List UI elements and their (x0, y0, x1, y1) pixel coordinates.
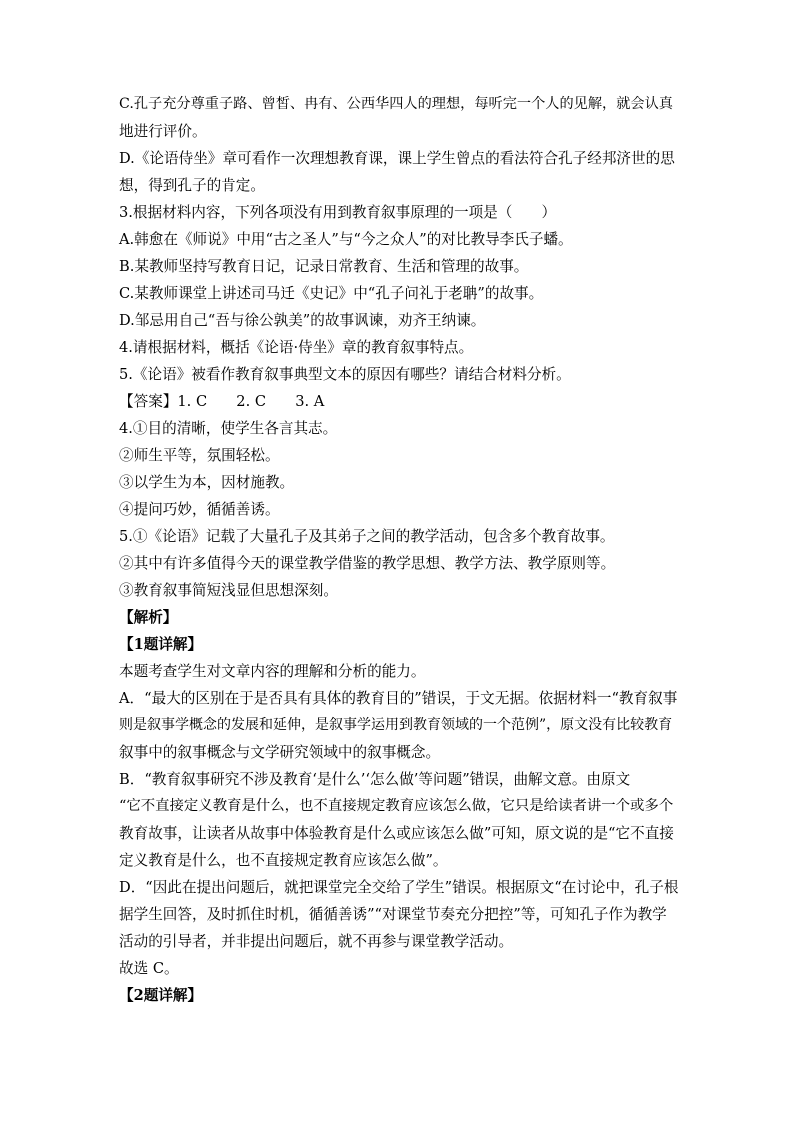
text-line: C.孔子充分尊重子路、曾皙、冉有、公西华四人的理想，每听完一个人的见解，就会认真 (119, 96, 673, 112)
text-line: “它不直接定义教育是什么，也不直接规定教育应该怎么做，它只是给读者讲一个或多个 (119, 798, 674, 814)
text-line: 活动的引导者，并非提出问题后，就不再参与课堂教学活动。 (119, 933, 514, 950)
text-line: 叙事中的叙事概念与文学研究领域中的叙事概念。 (119, 744, 441, 761)
text-line: 教育故事，让读者从故事中体验教育是什么或应该怎么做”可知，原文说的是“它不直接 (119, 825, 674, 842)
text-line: 5.①《论语》记载了大量孔子及其弟子之间的教学活动，包含多个教育故事。 (119, 528, 615, 545)
text-line: B．“教育叙事研究不涉及教育‘是什么’‘怎么做’等问题”错误，曲解文意。由原文 (119, 771, 631, 788)
text-line: 则是叙事学概念的发展和延伸，是叙事学运用到教育领域的一个范例”，原文没有比较教育 (119, 717, 673, 733)
text-line: ④提问巧妙，循循善诱。 (119, 501, 280, 518)
text-line: 3.根据材料内容，下列各项没有用到教育叙事原理的一项是（ ） (119, 204, 557, 221)
text-line: 地进行评价。 (119, 123, 207, 140)
text-line: A．“最大的区别在于是否具有具体的教育目的”错误，于文无据。依据材料一“教育叙事 (119, 690, 678, 707)
text-line: 【2题详解】 (119, 987, 203, 1004)
text-line: D.《论语侍坐》章可看作一次理想教育课，课上学生曾点的看法符合孔子经邦济世的思 (119, 150, 675, 167)
text-line: A.韩愈在《师说》中用“古之圣人”与“今之众人”的对比教导李氏子蟠。 (119, 231, 573, 248)
text-line: 本题考查学生对文章内容的理解和分析的能力。 (119, 663, 426, 680)
text-line: 5.《论语》被看作教育叙事典型文本的原因有哪些？请结合材料分析。 (119, 366, 571, 383)
text-line: 据学生回答，及时抓住时机，循循善诱”“对课堂节奏充分把控”等，可知孔子作为教学 (119, 906, 667, 923)
text-line: ②师生平等，氛围轻松。 (119, 447, 280, 464)
text-line: B.某教师坚持写教育日记，记录日常教育、生活和管理的故事。 (119, 258, 529, 275)
text-line: D．“因此在提出问题后，就把课堂完全交给了学生”错误。根据原文“在讨论中，孔子根 (119, 879, 679, 896)
text-line: ③教育叙事简短浅显但思想深刻。 (119, 582, 338, 599)
text-line: ②其中有许多值得今天的课堂教学借鉴的教学思想、教学方法、教学原则等。 (119, 555, 616, 572)
text-line: 定义教育是什么，也不直接规定教育应该怎么做”。 (119, 852, 448, 869)
text-line: 【1题详解】 (119, 636, 203, 653)
text-line: 【解析】 (119, 609, 178, 626)
text-line: 4.请根据材料，概括《论语·侍坐》章的教育叙事特点。 (119, 339, 474, 356)
text-line: C.某教师课堂上讲述司马迁《史记》中“孔子问礼于老聃”的故事。 (119, 285, 544, 302)
text-line: 4.①目的清晰，使学生各言其志。 (119, 420, 338, 437)
text-line: 【答案】1. C 2. C 3. A (119, 393, 325, 410)
text-line: 故选 C。 (119, 960, 179, 977)
text-line: D.邹忌用自己“吾与徐公孰美”的故事讽谏，劝齐王纳谏。 (119, 312, 486, 329)
document-body (119, 91, 679, 1009)
text-line: 想，得到孔子的肯定。 (119, 177, 265, 194)
text-line: ③以学生为本，因材施教。 (119, 474, 295, 491)
